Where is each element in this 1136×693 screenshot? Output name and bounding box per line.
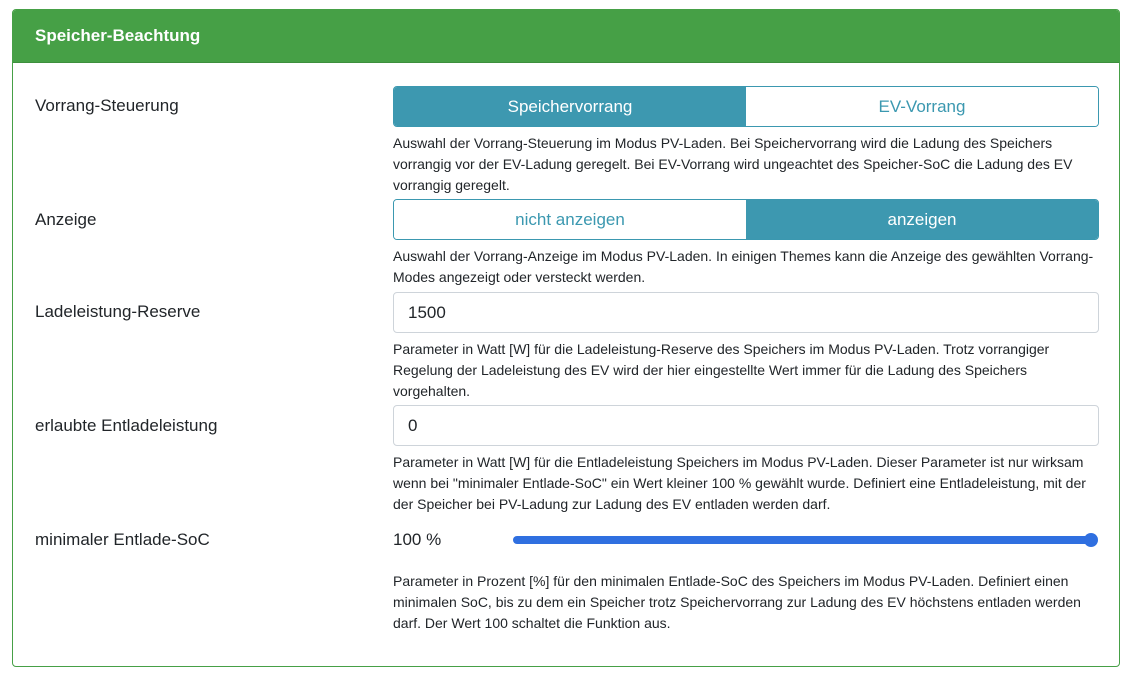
min-soc-slider-thumb[interactable] bbox=[1084, 533, 1098, 547]
min-soc-slider[interactable] bbox=[513, 536, 1091, 544]
min-soc-control bbox=[393, 525, 1099, 634]
discharge-control bbox=[393, 405, 1099, 515]
nicht-anzeigen-button[interactable]: nicht anzeigen bbox=[394, 200, 746, 239]
anzeigen-button[interactable]: anzeigen bbox=[746, 200, 1098, 239]
ev-vorrang-button[interactable]: EV-Vorrang bbox=[746, 87, 1098, 126]
priority-control bbox=[393, 86, 1099, 196]
display-toggle-group bbox=[393, 199, 1099, 240]
reserve-label: Ladeleistung-Reserve bbox=[35, 302, 201, 321]
discharge-label: erlaubte Entladeleistung bbox=[35, 416, 218, 435]
min-soc-label: minimaler Entlade-SoC bbox=[35, 530, 210, 549]
card-header bbox=[13, 10, 1119, 63]
priority-label: Vorrang-Steuerung bbox=[35, 96, 179, 115]
reserve-help: Parameter in Watt [W] für die Ladeleistung-Reserve des Speichers im Modus PV-Laden. Trotz vorrangiger Regelung der Ladeleistung des EV wird der hier eingestellte Wert immer für die Ladung des Speichers vorgehalten. bbox=[393, 341, 1050, 399]
min-soc-value: 100 % bbox=[393, 530, 442, 549]
discharge-input[interactable]: 0 bbox=[393, 405, 1099, 446]
display-control bbox=[393, 199, 1099, 288]
discharge-help: Parameter in Watt [W] für die Entladeleistung Speichers im Modus PV-Laden. Dieser Parameter ist nur wirksam wenn bei "minimaler Entlade-SoC" ein Wert kleiner 100 % gewählt wurde. Definiert eine Entladeleistung, mit der der Speicher bei PV-Ladung zur Ladung des EV entladen werden darf. bbox=[393, 454, 1086, 512]
reserve-control bbox=[393, 292, 1099, 402]
display-help: Auswahl der Vorrang-Anzeige im Modus PV-Laden. In einigen Themes kann die Anzeige des gewählten Vorrang-Modes angezeigt oder versteckt werden. bbox=[393, 248, 1094, 285]
speicher-card bbox=[12, 9, 1120, 667]
priority-help: Auswahl der Vorrang-Steuerung im Modus PV-Laden. Bei Speichervorrang wird die Ladung des Speichers vorrangig vor der EV-Ladung geregelt. Bei EV-Vorrang wird ungeachtet des Speicher-SoC die Ladung des EV vorrangig geregelt. bbox=[393, 135, 1073, 193]
priority-toggle-group bbox=[393, 86, 1099, 127]
min-soc-help: Parameter in Prozent [%] für den minimalen Entlade-SoC des Speichers im Modus PV-Laden. Definiert einen minimalen SoC, bis zu dem ein Speicher trotz Speichervorrang zur Ladung des EV höchstens entladen werden darf. Der Wert 100 schaltet die Funktion aus. bbox=[393, 573, 1081, 631]
card-title: Speicher-Beachtung bbox=[35, 26, 201, 45]
reserve-input[interactable]: 1500 bbox=[393, 292, 1099, 333]
speichervorrang-button[interactable]: Speichervorrang bbox=[394, 87, 746, 126]
display-label: Anzeige bbox=[35, 210, 97, 229]
min-soc-range-row bbox=[393, 525, 1099, 555]
